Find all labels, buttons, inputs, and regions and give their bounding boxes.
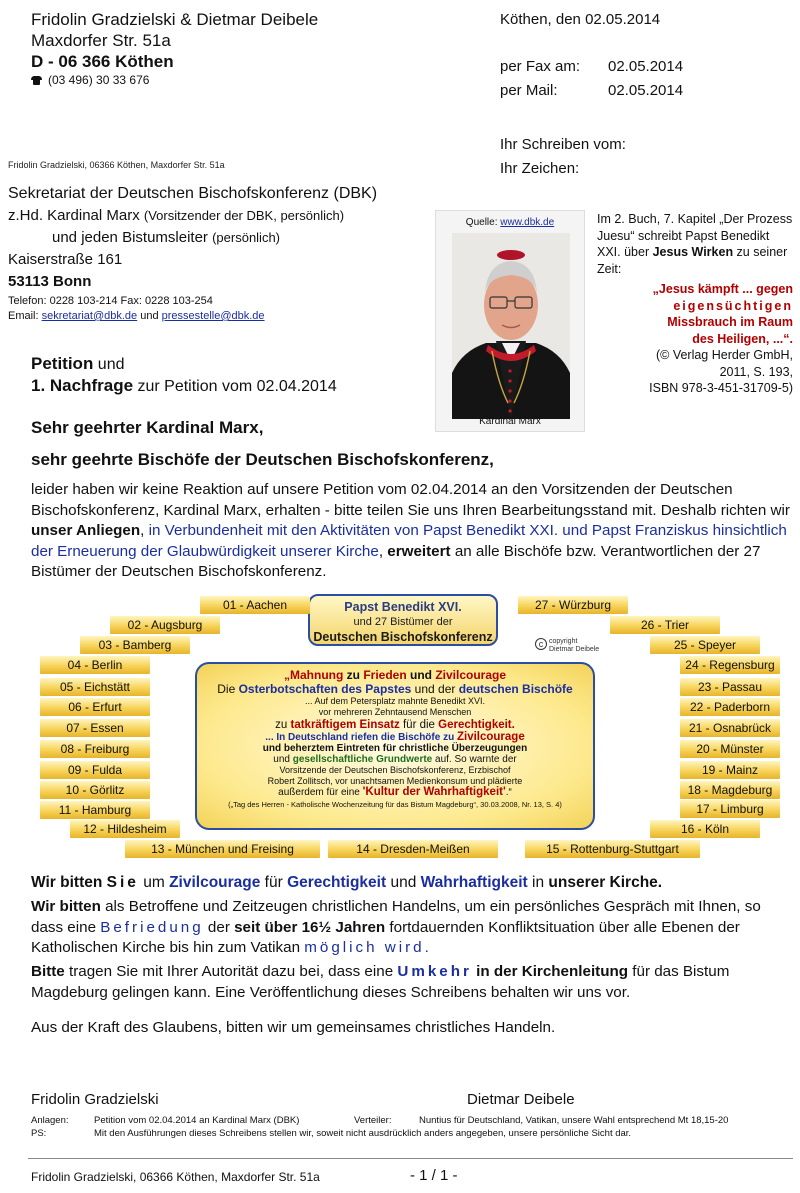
quote-line-1: „Jesus kämpft ... gegen xyxy=(652,282,793,296)
sender-names: Fridolin Gradzielski & Dietmar Deibele xyxy=(31,10,319,29)
diocese-02: 02 - Augsburg xyxy=(110,616,220,634)
footer-rule xyxy=(28,1158,793,1159)
p1-gerechtigkeit: Gerechtigkeit xyxy=(287,874,387,891)
c-l1e: Zivilcourage xyxy=(435,668,507,682)
diagram-title-3: Deutschen Bischofskonferenz xyxy=(313,630,493,644)
p3-e: für das Bistum Magdeburg gelingen kann. Eine Veröffentlichung dieses Schreibens behalten wir uns vor. xyxy=(31,963,730,1001)
ihr-schreiben-label: Ihr Schreiben vom: xyxy=(500,136,626,153)
quote-line-4: des Heiligen, ...“. xyxy=(692,331,793,346)
c-l7: und beherztem Eintreten für christliche Überzeugungen xyxy=(262,743,528,754)
copyright-text xyxy=(549,638,599,654)
dioceses-diagram xyxy=(30,590,780,862)
telephone-icon xyxy=(31,76,42,85)
email-link-sekretariat[interactable]: sekretariat@dbk.de xyxy=(41,310,138,322)
c-l9: Vorsitzende der Deutschen Bischofskonferenz, Erzbischof xyxy=(279,765,511,775)
sender-street: Maxdorfer Str. 51a xyxy=(31,31,171,50)
c-l4: vor mehreren Zehntausend Menschen xyxy=(318,707,472,717)
diocese-25: 25 - Speyer xyxy=(650,636,760,654)
diocese-09: 09 - Fulda xyxy=(40,761,150,779)
attn-main: z.Hd. Kardinal Marx xyxy=(8,207,144,224)
anlagen-label: Anlagen: xyxy=(31,1115,69,1126)
salutation-2: sehr geehrte Bischöfe der Deutschen Bischofskonferenz, xyxy=(31,450,494,469)
closing-paragraph: Aus der Kraft des Glaubens, bitten wir um gemeinsames christliches Handeln. xyxy=(31,1019,556,1036)
fax-date: 02.05.2014 xyxy=(608,58,684,75)
c-l11c: .“ xyxy=(505,787,512,798)
c-l8c: auf. So warnte der xyxy=(432,754,517,765)
diocese-13: 13 - München und Freising xyxy=(125,840,320,858)
subject-line xyxy=(31,353,451,397)
c-l1b: zu xyxy=(343,668,364,682)
attn2-paren: (persönlich) xyxy=(212,230,281,245)
c-l5c: für die xyxy=(399,719,439,731)
diocese-08: 08 - Freiburg xyxy=(40,740,150,758)
subject-petition: Petition xyxy=(31,354,94,373)
c-l1d: und xyxy=(406,668,436,682)
diocese-06: 06 - Erfurt xyxy=(40,698,150,716)
c-l3: ... Auf dem Petersplatz mahnte Benedikt XVI. xyxy=(304,696,486,706)
fax-label: per Fax am: xyxy=(500,58,581,75)
c-l2b: Osterbotschaften des Papstes xyxy=(238,682,412,696)
p2-befriedung: Befriedung xyxy=(100,918,204,936)
attn-paren: (Vorsitzender der DBK, persönlich) xyxy=(143,208,345,223)
p1-i: in xyxy=(527,874,549,891)
recipient-phone: Telefon: 0228 103-214 Fax: 0228 103-254 xyxy=(8,295,213,307)
body1-a: leider haben wir keine Reaktion auf unsere Petition vom 02.04.2014 an den Vorsitzenden der Deutschen Bischofskonferenz, Kardinal Marx, erhalten - bitte teilen Sie uns Ihren Bearbeitungsstand mit. Deshalb richten wir xyxy=(31,481,790,519)
recipient-city: 53113 Bonn xyxy=(8,273,92,290)
sender-phone-row xyxy=(31,72,451,88)
p1-c: um xyxy=(138,874,170,891)
diocese-03: 03 - Bamberg xyxy=(80,636,190,654)
diagram-title-2: und 27 Bistümer der xyxy=(353,616,453,628)
diocese-23: 23 - Passau xyxy=(680,678,780,696)
diocese-14: 14 - Dresden-Meißen xyxy=(328,840,498,858)
photo-box xyxy=(435,210,585,432)
recipient-email-row xyxy=(8,309,428,324)
p2-f: fortdauernden Konfliktsituation über alle Ebenen der Katholischen Kirche bis hin zum Vatikan xyxy=(31,918,740,956)
c-l2a: Die xyxy=(217,682,239,696)
body1-c: , xyxy=(140,522,149,539)
body1-e: , xyxy=(378,542,388,560)
p2-h: . xyxy=(424,939,429,956)
p3-b: tragen Sie mit Ihrer Autorität dazu bei, dass eine xyxy=(64,963,398,980)
photo-caption: Kardinal Marx xyxy=(479,416,541,427)
request-paragraph-2 xyxy=(31,897,791,959)
mail-date: 02.05.2014 xyxy=(608,82,684,99)
body1-verbundenheit: in Verbundenheit mit den Aktivitäten von Papst Benedikt XXI. und Papst Franziskus hinsichtlich der Erneuerung der Glaubwürdigkeit unserer Kirche xyxy=(31,522,787,560)
return-address-line: Fridolin Gradzielski, 06366 Köthen, Maxdorfer Str. 51a xyxy=(8,160,225,170)
diocese-19: 19 - Mainz xyxy=(680,761,780,779)
sender-phone: (03 496) 30 33 676 xyxy=(48,73,150,87)
mail-label: per Mail: xyxy=(500,82,558,99)
subject-nachfrage: 1. Nachfrage xyxy=(31,376,134,395)
p1-a: Wir bitten xyxy=(31,874,107,891)
diocese-17: 17 - Limburg xyxy=(680,800,780,818)
p1-zivilcourage: Zivilcourage xyxy=(169,874,261,891)
portrait-illustration xyxy=(452,233,570,419)
signature-gradzielski: Fridolin Gradzielski xyxy=(31,1091,159,1108)
photo-source-label: Quelle: xyxy=(465,217,501,228)
request-paragraph-1 xyxy=(31,873,791,893)
diagram-title xyxy=(308,594,498,646)
letter-date: Köthen, den 02.05.2014 xyxy=(500,11,661,28)
signature-deibele: Dietmar Deibele xyxy=(467,1091,575,1108)
quote-intro xyxy=(597,211,793,277)
diocese-05: 05 - Eichstätt xyxy=(40,678,150,696)
c-l2c: und der xyxy=(411,682,459,696)
diocese-07: 07 - Essen xyxy=(40,719,150,737)
c-l5a: zu xyxy=(275,719,291,731)
c-l6b: Zivilcourage xyxy=(456,731,525,743)
p3-umkehr: Umkehr xyxy=(397,963,472,980)
quote-ref-1: (© Verlag Herder GmbH, xyxy=(655,348,793,362)
verteiler-text: Nuntius für Deutschland, Vatikan, unsere Wahl entsprechend Mt 18,15-20 xyxy=(419,1115,729,1126)
photo-source xyxy=(436,217,584,228)
cardinal-portrait xyxy=(452,233,570,419)
request-paragraph-3 xyxy=(31,962,791,1003)
quote-intro-bold: Jesus Wirken xyxy=(652,245,734,259)
c-l1a: „Mahnung xyxy=(283,668,344,682)
p2-d: der xyxy=(203,918,235,936)
body1-anliegen: unser Anliegen xyxy=(31,522,141,539)
email-sep: und xyxy=(137,310,162,322)
quote-intro-end: zu seiner Zeit: xyxy=(597,245,788,276)
sender-block xyxy=(31,9,451,88)
diocese-15: 15 - Rottenburg-Stuttgart xyxy=(525,840,700,858)
diocese-20: 20 - Münster xyxy=(680,740,780,758)
quote-ref-2: 2011, S. 193, xyxy=(719,364,793,379)
sender-city: D - 06 366 Köthen xyxy=(31,52,174,71)
footer-address: Fridolin Gradzielski, 06366 Köthen, Maxdorfer Str. 51a xyxy=(31,1170,320,1184)
body1-g: an alle Bischöfe bzw. Verantwortlichen der 27 Bistümer der Deutschen Bischofskonferenz. xyxy=(31,542,761,580)
subject-date: zur Petition vom 02.04.2014 xyxy=(133,378,337,395)
p2-jahre: seit über 16½ Jahren xyxy=(234,918,386,936)
ps-label: PS: xyxy=(31,1128,47,1139)
recipient-attn xyxy=(8,205,428,227)
diocese-24: 24 - Regensburg xyxy=(680,656,780,674)
photo-source-link[interactable]: www.dbk.de xyxy=(500,217,555,228)
diocese-11: 11 - Hamburg xyxy=(40,801,150,819)
copyright-line-2: Dietmar Deibele xyxy=(549,646,600,653)
c-l10: Robert Zollitsch, vor unachtsamen Medienkonsum und plädierte xyxy=(267,776,523,786)
ps-text: Mit den Ausführungen dieses Schreibens stellen wir, soweit nicht ausdrücklich anders angegeben, unsere persönliche Sicht dar. xyxy=(94,1128,632,1139)
attn2-main: und jeden Bistumsleiter xyxy=(52,229,213,246)
anlagen-text: Petition vom 02.04.2014 an Kardinal Marx (DBK) xyxy=(94,1115,300,1126)
body1-erweitert: erweitert xyxy=(387,542,451,560)
c-l5b: tatkräftigem Einsatz xyxy=(290,719,400,731)
copyright-line-1: copyright xyxy=(549,638,578,645)
p1-wahrhaftigkeit: Wahrhaftigkeit xyxy=(420,874,528,891)
c-l5d: Gerechtigkeit. xyxy=(438,719,515,731)
c-l8a: und xyxy=(273,754,293,765)
quote-line-2: eigensüchtigen xyxy=(673,298,793,313)
c-l12: („Tag des Herren - Katholische Wochenzeitung für das Bistum Magdeburg“, 30.03.2008, Nr. 13, S. 4) xyxy=(228,800,562,809)
book-quote xyxy=(597,211,793,397)
c-l11a: außerdem für eine xyxy=(278,787,363,798)
subject-und: und xyxy=(93,356,125,373)
quote-line-3: Missbrauch im Raum xyxy=(667,315,793,329)
p3-a: Bitte xyxy=(31,963,65,980)
c-l8b: gesellschaftliche Grundwerte xyxy=(292,754,433,765)
salutation-1: Sehr geehrter Kardinal Marx, xyxy=(31,418,264,437)
c-l11b: 'Kultur der Wahrhaftigkeit' xyxy=(362,786,506,798)
recipient-attn2 xyxy=(8,227,428,249)
p1-e: für xyxy=(260,874,288,891)
diagram-center-box xyxy=(195,662,595,830)
c-l2d: deutschen Bischöfe xyxy=(458,682,573,696)
body-paragraph-1 xyxy=(31,480,791,583)
quote-ref-3: ISBN 978-3-451-31709-5) xyxy=(649,381,793,395)
p1-kirche: unserer Kirche. xyxy=(548,874,663,891)
diagram-title-1: Papst Benedikt XVI. xyxy=(344,600,462,614)
p1-sie: Sie xyxy=(106,874,139,891)
email-link-pressestelle[interactable]: pressestelle@dbk.de xyxy=(161,310,265,322)
diocese-10: 10 - Görlitz xyxy=(40,781,150,799)
diocese-01: 01 - Aachen xyxy=(200,596,310,614)
diocese-27: 27 - Würzburg xyxy=(518,596,628,614)
verteiler-label: Verteiler: xyxy=(354,1115,392,1126)
diocese-12: 12 - Hildesheim xyxy=(70,820,180,838)
diocese-21: 21 - Osnabrück xyxy=(680,719,780,737)
p2-b: als Betroffene und Zeitzeugen christlichen Handelns, um ein persönliches Gespräch mit Ihnen, so dass eine xyxy=(31,898,761,936)
page-number: - 1 / 1 - xyxy=(410,1167,458,1184)
diagram-copyright xyxy=(535,638,599,654)
diocese-18: 18 - Magdeburg xyxy=(680,781,780,799)
attachments-block xyxy=(31,1114,793,1140)
date-block xyxy=(500,10,790,105)
email-label: Email: xyxy=(8,310,42,322)
p2-a: Wir bitten xyxy=(31,898,101,915)
p1-g: und xyxy=(386,874,421,891)
diocese-16: 16 - Köln xyxy=(650,820,760,838)
p2-moeglich: möglich wird xyxy=(304,939,425,956)
diocese-26: 26 - Trier xyxy=(610,616,720,634)
copyright-icon: c xyxy=(535,638,547,650)
ihr-zeichen-label: Ihr Zeichen: xyxy=(500,160,580,177)
reference-block xyxy=(500,135,790,183)
diocese-04: 04 - Berlin xyxy=(40,656,150,674)
c-l6a: ... In Deutschland riefen die Bischöfe zu xyxy=(265,732,457,743)
c-l1c: Frieden xyxy=(363,668,407,682)
quote-intro-text: Im 2. Buch, 7. Kapitel „Der Prozess Juesu“ schreibt Papst Benedikt XXI. über xyxy=(597,212,793,259)
p3-kirchenleitung: in der Kirchenleitung xyxy=(471,963,629,980)
recipient-street: Kaiserstraße 161 xyxy=(8,251,123,268)
recipient-org: Sekretariat der Deutschen Bischofskonferenz (DBK) xyxy=(8,185,378,202)
recipient-block xyxy=(8,183,428,324)
diocese-22: 22 - Paderborn xyxy=(680,698,780,716)
